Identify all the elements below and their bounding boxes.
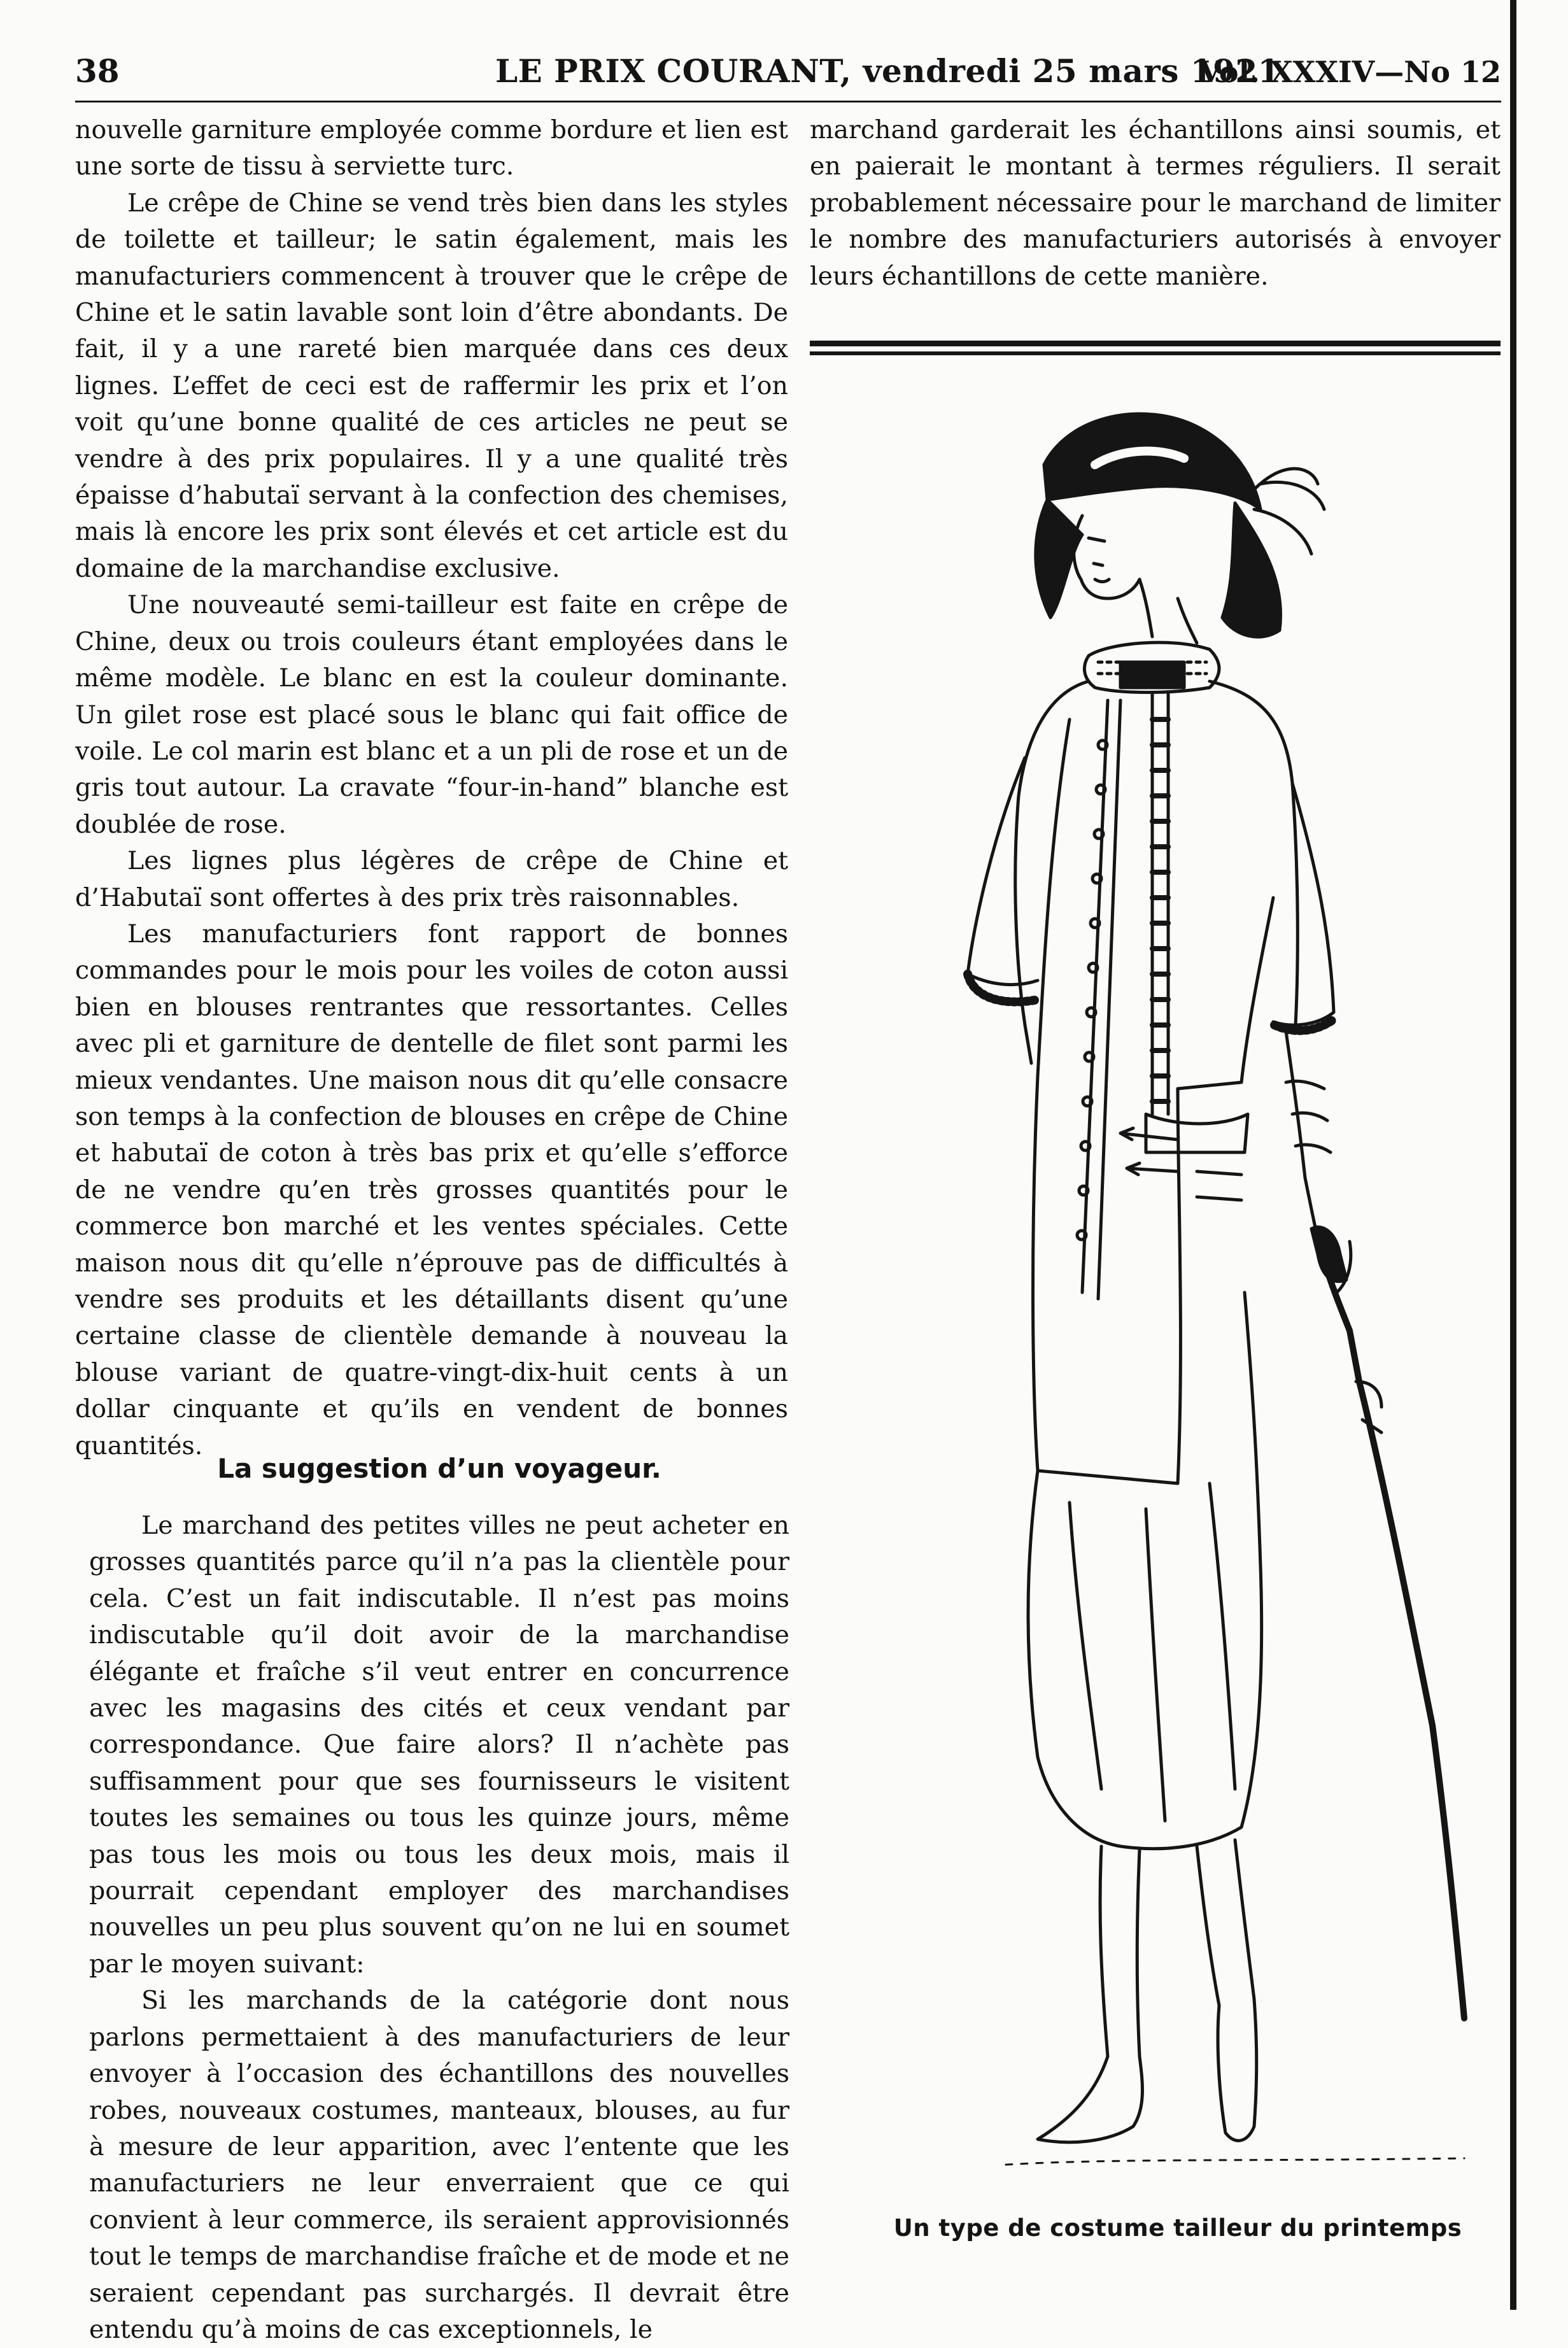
fashion-illustration: [879, 388, 1477, 2203]
page-header: [75, 52, 1501, 102]
header-rule: [75, 101, 1501, 103]
paragraph: Le crêpe de Chine se vend très bien dans les styles de toilette et tailleur; le satin également, mais les manufacturiers commencent à trouver que le crêpe de Chine et le satin lavable sont loin d’être abondants. De fait, il y a une rareté bien marquée dans ces deux lignes. L’effet de ceci est de raffermir les prix et l’on voit qu’une bonne qualité de ces articles ne peut se vendre à des prix populaires. Il y a une qualité très épaisse d’habutaï servant à la confection des chemises, mais là encore les prix sont élevés et cet article est du domaine de la marchandise exclusive.: [75, 188, 788, 583]
face: [1074, 516, 1197, 643]
paragraph: nouvelle garniture employée comme bordure et lien est une sorte de tissu à serviette turc.: [75, 115, 788, 181]
jacket: [1015, 681, 1297, 1483]
masthead-title: LE PRIX COURANT, vendredi 25 mars 1921: [495, 52, 1280, 90]
scan-edge: [1510, 0, 1516, 2310]
paragraph: Les manufacturiers font rapport de bonnes commandes pour le mois pour les voiles de coton aussi bien en blouses rentrantes que ressortantes. Celles avec pli et garniture de dentelle de filet sont parmi les mieux vendantes. Une maison nous dit qu’elle consacre son temps à la confection de blouses en crêpe de Chine et habutaï de coton à très bas prix et qu’elle s’efforce de ne vendre qu’en très grosses quantités pour le commerce bon marché et les ventes spéciales. Cette maison nous dit qu’elle n’éprouve pas de difficultés à vendre ses produits et les détaillants disent qu’une certaine classe de clientèle demande à nouveau la blouse variant de quatre-vingt-dix-huit cents à un dollar cinquante et qu’ils en vendent de bonnes quantités.: [75, 919, 788, 1460]
paragraph: Si les marchands de la catégorie dont nous parlons permettaient à des manufacturiers de leur envoyer à l’occasion des échantillons des nouvelles robes, nouveaux costumes, manteaux, blouses, au fur à mesure de leur apparition, avec l’entente que les manufacturiers ne leur enverraient que ce qui convient à leur commerce, ils seraient approvisionnés tout le temps de marchandise fraîche et de mode et ne seraient cependant pas surchargés. Il devrait être entendu qu’à moins de cas exceptionnels, le: [89, 1986, 789, 2344]
collar: [1084, 642, 1219, 692]
skirt: [1028, 1292, 1262, 1849]
paragraph: Une nouveauté semi-tailleur est faite en crêpe de Chine, deux ou trois couleurs étant employées dans le même modèle. Le blanc en est la couleur dominante. Un gilet rose est placé sous le blanc qui fait office de voile. Le col marin est blanc et a un pli de rose et un de gris tout autour. La cravate “four-in-hand” blanche est doublée de rose.: [75, 590, 788, 839]
hat: [1044, 414, 1261, 509]
paragraph: Le marchand des petites villes ne peut acheter en grosses quantités parce qu’il n’a pas la clientèle pour cela. C’est un fait indiscutable. Il n’est pas moins indiscutable qu’il doit avoir de la marchandise élégante et fraîche s’il veut entrer en concurrence avec les magasins des cités et ceux vendant par correspondance. Que faire alors? Il n’achète pas suffisamment pour que ses fournisseurs le visitent toutes les semaines ou tous les quinze jours, même pas tous les mois ou tous les deux mois, mais il pourrait cependant employer des marchandises nouvelles un peu plus souvent qu’on ne lui en soumet par le moyen suivant:: [89, 1511, 789, 1979]
illustration-caption: Un type de costume tailleur du printemps: [893, 2214, 1462, 2242]
left-column: [75, 112, 788, 1464]
paragraph: Les lignes plus légères de crêpe de Chine et d’Habutaï sont offertes à des prix très raisonnables.: [75, 846, 788, 912]
double-rule-divider: [810, 341, 1501, 355]
umbrella: [1311, 1227, 1464, 2018]
legs-and-shoes: [1006, 1840, 1464, 2165]
paragraph: marchand garderait les échantillons ainsi soumis, et en paierait le montant à termes réguliers. Il serait probablement nécessaire pour le marchand de limiter le nombre des manufacturiers autorisés à envoyer leurs échantillons de cette manière.: [810, 115, 1501, 291]
volume-number: Vol. XXXIV—No 12: [1199, 55, 1501, 89]
section-body: [89, 1508, 789, 2348]
page-number: 38: [75, 52, 120, 90]
right-column: [810, 112, 1501, 295]
section-heading: La suggestion d’un voyageur.: [217, 1453, 661, 1484]
